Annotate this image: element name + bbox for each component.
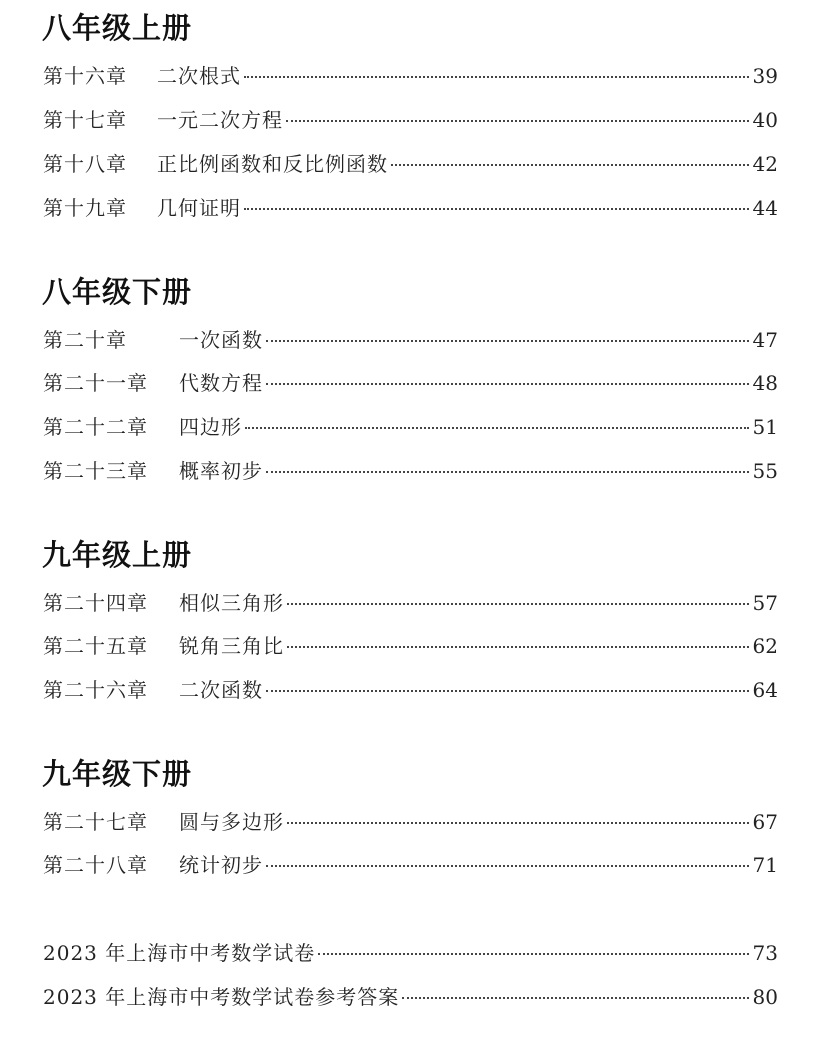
toc-entry-chapter25[interactable] <box>43 631 778 661</box>
page-number: 42 <box>752 152 778 176</box>
page-number: 62 <box>752 634 778 658</box>
page-number: 67 <box>752 810 778 834</box>
chapter-number: 第十六章 <box>43 64 127 88</box>
section-heading-grade9-vol2: 九年级下册 <box>42 757 193 791</box>
section-heading-grade9-vol1: 九年级上册 <box>42 538 193 572</box>
page-number: 64 <box>752 678 778 702</box>
section-heading-grade8-vol1: 八年级上册 <box>42 11 193 45</box>
chapter-number: 第十七章 <box>43 108 127 132</box>
chapter-number: 第十八章 <box>43 152 127 176</box>
chapter-number: 第二十七章 <box>43 810 148 834</box>
chapter-number: 第二十四章 <box>43 591 148 615</box>
page-number: 55 <box>752 459 778 483</box>
chapter-number: 第二十章 <box>43 328 127 352</box>
chapter-title: 圆与多边形 <box>179 810 284 834</box>
toc-entry-chapter21[interactable] <box>43 368 778 398</box>
dot-leader <box>266 865 749 867</box>
chapter-number: 第二十六章 <box>43 678 148 702</box>
page-number: 39 <box>752 64 778 88</box>
chapter-title: 一次函数 <box>179 328 263 352</box>
chapter-number: 第二十一章 <box>43 371 148 395</box>
chapter-title: 几何证明 <box>157 196 241 220</box>
entry-title: 2023 年上海市中考数学试卷参考答案 <box>43 985 400 1009</box>
toc-entry-chapter23[interactable] <box>43 456 778 486</box>
dot-leader <box>287 646 749 648</box>
chapter-title: 统计初步 <box>179 853 263 877</box>
dot-leader <box>244 208 749 210</box>
chapter-number: 第二十五章 <box>43 634 148 658</box>
toc-entry-chapter19[interactable] <box>43 193 778 223</box>
dot-leader <box>286 120 749 122</box>
chapter-number: 第二十三章 <box>43 459 148 483</box>
chapter-number: 第十九章 <box>43 196 127 220</box>
chapter-title: 概率初步 <box>179 459 263 483</box>
chapter-title: 代数方程 <box>179 371 263 395</box>
dot-leader <box>245 427 749 429</box>
dot-leader <box>318 953 749 955</box>
chapter-title: 锐角三角比 <box>179 634 284 658</box>
chapter-number: 第二十八章 <box>43 853 148 877</box>
toc-entry-chapter28[interactable] <box>43 850 778 880</box>
toc-entry-exam-answers[interactable] <box>43 982 778 1012</box>
chapter-title: 一元二次方程 <box>157 108 283 132</box>
chapter-title: 四边形 <box>179 415 242 439</box>
dot-leader <box>402 997 749 999</box>
toc-entry-chapter22[interactable] <box>43 412 778 442</box>
page-number: 48 <box>752 371 778 395</box>
entry-title: 2023 年上海市中考数学试卷 <box>43 941 316 965</box>
section-heading-grade8-vol2: 八年级下册 <box>42 275 193 309</box>
dot-leader <box>287 603 749 605</box>
toc-entry-chapter16[interactable] <box>43 61 778 91</box>
dot-leader <box>391 164 749 166</box>
toc-entry-exam-paper[interactable] <box>43 938 778 968</box>
chapter-title: 二次函数 <box>179 678 263 702</box>
toc-entry-chapter26[interactable] <box>43 675 778 705</box>
chapter-title: 正比例函数和反比例函数 <box>157 152 388 176</box>
dot-leader <box>266 471 749 473</box>
page-number: 80 <box>752 985 778 1009</box>
page-number: 73 <box>752 941 778 965</box>
toc-entry-chapter18[interactable] <box>43 149 778 179</box>
dot-leader <box>266 690 749 692</box>
chapter-title: 相似三角形 <box>179 591 284 615</box>
page-number: 47 <box>752 328 778 352</box>
page-number: 51 <box>752 415 778 439</box>
page-number: 71 <box>752 853 778 877</box>
dot-leader <box>287 822 749 824</box>
dot-leader <box>266 383 749 385</box>
page-number: 44 <box>752 196 778 220</box>
page-number: 40 <box>752 108 778 132</box>
toc-entry-chapter20[interactable] <box>43 325 778 355</box>
chapter-title: 二次根式 <box>157 64 241 88</box>
toc-entry-chapter24[interactable] <box>43 588 778 618</box>
dot-leader <box>266 340 749 342</box>
toc-entry-chapter17[interactable] <box>43 105 778 135</box>
page-number: 57 <box>752 591 778 615</box>
dot-leader <box>244 76 749 78</box>
chapter-number: 第二十二章 <box>43 415 148 439</box>
toc-entry-chapter27[interactable] <box>43 807 778 837</box>
